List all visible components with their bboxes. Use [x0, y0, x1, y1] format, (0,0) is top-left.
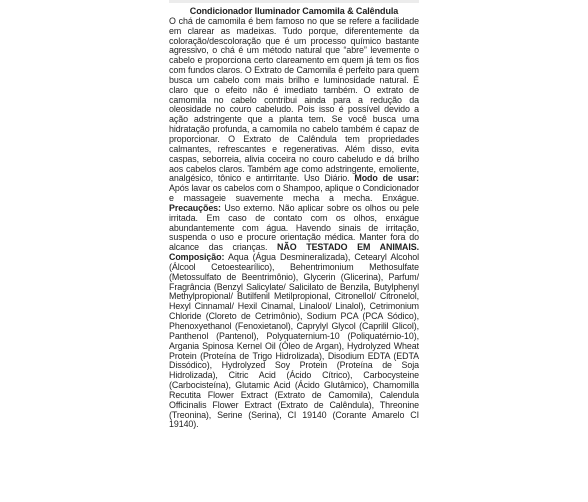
usage-text: Após lavar os cabelos com o Shampoo, aplique o Condicionador e massageie suavemente mecha a mecha. Enxágue.	[169, 183, 419, 204]
precautions-heading: Precauções:	[169, 202, 221, 213]
composition-text: Aqua (Água Desmineralizada), Cetearyl Alcohol (Álcool Cetoestearílico), Behentrimonium Methosulfate (Metossulfato de Beentrimônio), Glycerin (Glicerina), Parfum/ Fragrância (Benzyl Salicylate/ Salicilato de Benzila, Butylphenyl Methylpropional/ Butilfenil Metilpropional, Citronellol/ Citronelol, Hexyl Cinnamal/ Hexil Cinamal, Linalool/ Linalol), Cetrimonium Chloride (Cloreto de Cetrimônio), Sodium PCA (PCA Sódico), Phenoxyethanol (Fenoxietanol), Caprylyl Glycol (Caprilil Glicol), Panthenol (Pantenol), Polyquaternium-10 (Poliquatérnio-10), Argania Spinosa Kernel Oil (Óleo de Argan), Hydrolyzed Wheat Protein (Proteína de Trigo Hidrolizada), Disodium EDTA (EDTA Dissódico), Hydrolyzed Soy Protein (Proteína de Soja Hidrolizada), Citric Acid (Ácido Cítrico), Carbocysteine (Carbocisteína), Glutamic Acid (Ácido Glutâmico), Chamomilla Recutita Flower Extract (Extrato de Camomila), Calendula Officinalis Flower Extract (Extrato de Calêndula), Threonine (Treonina), Serine (Serina), CI 19140 (Corante Amarelo CI 19140).	[169, 252, 419, 430]
product-title: Condicionador Iluminador Camomila & Calêndula	[189, 6, 399, 16]
top-divider	[169, 0, 419, 3]
not-tested-notice: NÃO TESTADO EM ANIMAIS.	[277, 242, 419, 253]
label-body	[169, 17, 419, 430]
product-description: O chá de camomila é bem famoso no que se refere a facilidade em clarear as madeixas. Tudo porque, diferentemente da coloração/descoloração que é um processo químico bastante agressivo, o chá é um método natural que “abre” levemente o cabelo e proporciona certo clareamento em quem já tem os fios com fundos claros. O Extrato de Camomila é perfeito para quem busca um cabelo com mais brilho e luminosidade natural. É claro que o efeito não é imediato também. O extrato de camomila no cabelo contribui ainda para a redução da oleosidade no couro cabeludo. Pois isso é possível devido a ação adstringente que a planta tem. Se você busca uma hidratação profunda, a camomila no cabelo também é capaz de proporcionar. O Extrato de Calêndula tem propriedades calmantes, refrescantes e regenerativas. Além disso, evita caspas, seborreia, alivia coceira no couro cabeludo e dá brilho aos cabelos claros. Também age como adstringente, emoliente, analgésico, tônico e antirritante. Uso Diário.	[169, 15, 419, 184]
precautions-text: Uso externo. Não aplicar sobre os olhos ou pele irritada. Em caso de contato com os olhos, enxágue abundantemente com água. Havendo sinais de irritação, suspenda o uso e procure orientação médica. Manter fora do alcance das crianças.	[169, 202, 419, 253]
usage-heading: Modo de usar:	[354, 173, 419, 184]
product-label	[169, 0, 419, 502]
composition-heading: Composição:	[169, 252, 225, 263]
